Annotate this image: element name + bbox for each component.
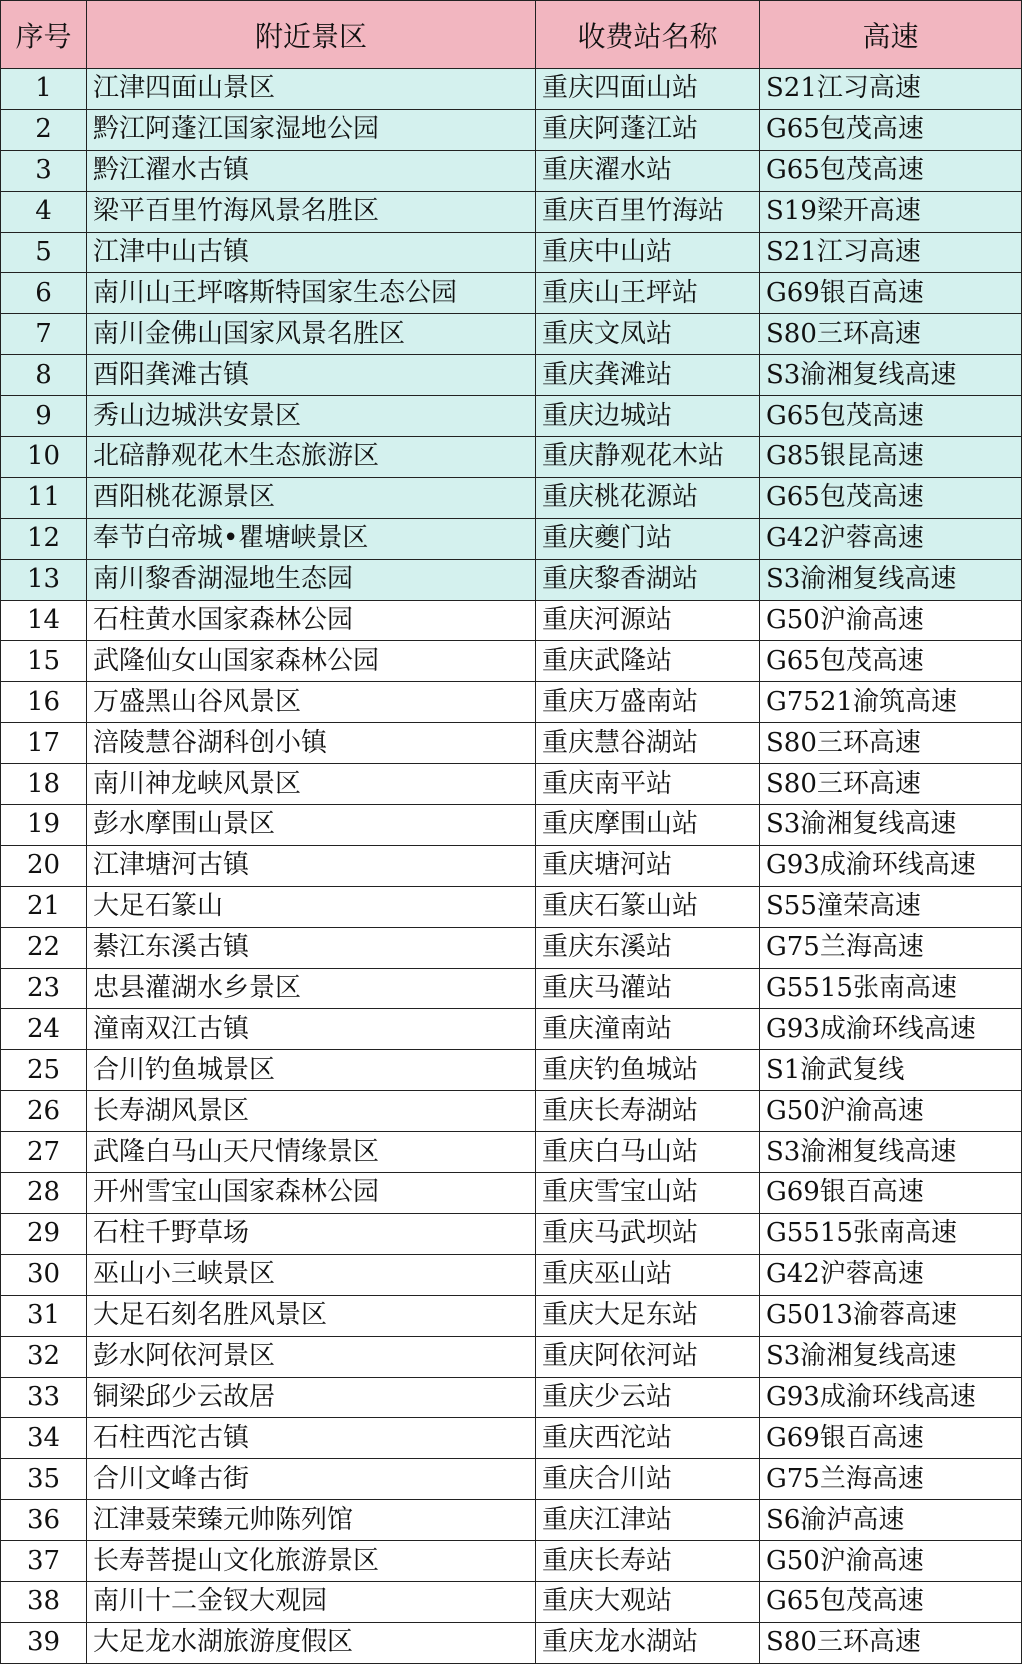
- header-row: [1, 1, 1022, 69]
- toll-station-name: 重庆黎香湖站: [536, 559, 760, 600]
- table-row: [1, 1213, 1022, 1254]
- row-index: 3: [1, 150, 87, 191]
- scenic-area-name: 巫山小三峡景区: [87, 1254, 536, 1295]
- row-index: 27: [1, 1132, 87, 1173]
- scenic-area-name: 綦江东溪古镇: [87, 927, 536, 968]
- row-index: 31: [1, 1295, 87, 1336]
- row-index: 2: [1, 109, 87, 150]
- expressway-name: S3渝湘复线高速: [760, 805, 1022, 846]
- table-row: [1, 845, 1022, 886]
- table-row: [1, 1418, 1022, 1459]
- toll-station-name: 重庆长寿站: [536, 1541, 760, 1582]
- scenic-area-name: 秀山边城洪安景区: [87, 396, 536, 437]
- table-row: [1, 314, 1022, 355]
- scenic-area-name: 彭水摩围山景区: [87, 805, 536, 846]
- expressway-name: G75兰海高速: [760, 1459, 1022, 1500]
- row-index: 39: [1, 1622, 87, 1663]
- row-index: 5: [1, 232, 87, 273]
- expressway-name: G65包茂高速: [760, 396, 1022, 437]
- table-row: [1, 69, 1022, 110]
- expressway-name: G93成渝环线高速: [760, 845, 1022, 886]
- row-index: 33: [1, 1377, 87, 1418]
- table-row: [1, 1132, 1022, 1173]
- row-index: 17: [1, 723, 87, 764]
- toll-station-name: 重庆阿蓬江站: [536, 109, 760, 150]
- expressway-name: S80三环高速: [760, 723, 1022, 764]
- header-expressway: 高速: [760, 1, 1022, 69]
- expressway-name: S1渝武复线: [760, 1050, 1022, 1091]
- table-row: [1, 723, 1022, 764]
- table-row: [1, 355, 1022, 396]
- row-index: 18: [1, 764, 87, 805]
- toll-station-name: 重庆万盛南站: [536, 682, 760, 723]
- table-row: [1, 1500, 1022, 1541]
- expressway-name: G69银百高速: [760, 1418, 1022, 1459]
- row-index: 24: [1, 1009, 87, 1050]
- row-index: 7: [1, 314, 87, 355]
- scenic-area-name: 黔江阿蓬江国家湿地公园: [87, 109, 536, 150]
- expressway-name: S55潼荣高速: [760, 886, 1022, 927]
- scenic-area-name: 合川钓鱼城景区: [87, 1050, 536, 1091]
- row-index: 38: [1, 1581, 87, 1622]
- header-toll-station: 收费站名称: [536, 1, 760, 69]
- expressway-name: G7521渝筑高速: [760, 682, 1022, 723]
- row-index: 28: [1, 1173, 87, 1214]
- table-row: [1, 232, 1022, 273]
- expressway-name: G69银百高速: [760, 1173, 1022, 1214]
- expressway-name: G50沪渝高速: [760, 1541, 1022, 1582]
- toll-station-name: 重庆石篆山站: [536, 886, 760, 927]
- expressway-name: G65包茂高速: [760, 1581, 1022, 1622]
- scenic-area-name: 黔江濯水古镇: [87, 150, 536, 191]
- scenic-area-name: 酉阳龚滩古镇: [87, 355, 536, 396]
- row-index: 13: [1, 559, 87, 600]
- toll-station-name: 重庆静观花木站: [536, 437, 760, 478]
- table-row: [1, 927, 1022, 968]
- toll-station-name: 重庆武隆站: [536, 641, 760, 682]
- table-row: [1, 396, 1022, 437]
- scenic-area-name: 江津聂荣臻元帅陈列馆: [87, 1500, 536, 1541]
- scenic-area-name: 长寿菩提山文化旅游景区: [87, 1541, 536, 1582]
- toll-station-name: 重庆龙水湖站: [536, 1622, 760, 1663]
- row-index: 4: [1, 191, 87, 232]
- expressway-name: G85银昆高速: [760, 437, 1022, 478]
- scenic-area-name: 彭水阿依河景区: [87, 1336, 536, 1377]
- table-row: [1, 1377, 1022, 1418]
- scenic-area-name: 南川神龙峡风景区: [87, 764, 536, 805]
- scenic-area-name: 万盛黑山谷风景区: [87, 682, 536, 723]
- toll-station-name: 重庆阿依河站: [536, 1336, 760, 1377]
- expressway-name: G65包茂高速: [760, 150, 1022, 191]
- header-scenic-area: 附近景区: [87, 1, 536, 69]
- table-row: [1, 764, 1022, 805]
- toll-station-name: 重庆雪宝山站: [536, 1173, 760, 1214]
- toll-station-name: 重庆夔门站: [536, 518, 760, 559]
- expressway-name: G69银百高速: [760, 273, 1022, 314]
- table-row: [1, 682, 1022, 723]
- table-row: [1, 600, 1022, 641]
- table-row: [1, 518, 1022, 559]
- table-row: [1, 1541, 1022, 1582]
- expressway-name: S21江习高速: [760, 232, 1022, 273]
- scenic-area-name: 南川黎香湖湿地生态园: [87, 559, 536, 600]
- table-row: [1, 1254, 1022, 1295]
- row-index: 26: [1, 1091, 87, 1132]
- toll-station-name: 重庆南平站: [536, 764, 760, 805]
- toll-station-name: 重庆山王坪站: [536, 273, 760, 314]
- expressway-name: S3渝湘复线高速: [760, 1132, 1022, 1173]
- row-index: 37: [1, 1541, 87, 1582]
- table-row: [1, 968, 1022, 1009]
- toll-station-name: 重庆钓鱼城站: [536, 1050, 760, 1091]
- row-index: 35: [1, 1459, 87, 1500]
- scenic-area-name: 开州雪宝山国家森林公园: [87, 1173, 536, 1214]
- toll-station-name: 重庆塘河站: [536, 845, 760, 886]
- table-row: [1, 1622, 1022, 1663]
- scenic-area-name: 大足石篆山: [87, 886, 536, 927]
- table-row: [1, 1173, 1022, 1214]
- expressway-name: S80三环高速: [760, 1622, 1022, 1663]
- scenic-area-name: 南川十二金钗大观园: [87, 1581, 536, 1622]
- expressway-name: G42沪蓉高速: [760, 518, 1022, 559]
- scenic-area-name: 大足龙水湖旅游度假区: [87, 1622, 536, 1663]
- scenic-area-name: 铜梁邱少云故居: [87, 1377, 536, 1418]
- toll-station-name: 重庆少云站: [536, 1377, 760, 1418]
- scenic-area-name: 石柱黄水国家森林公园: [87, 600, 536, 641]
- scenic-area-name: 江津塘河古镇: [87, 845, 536, 886]
- scenic-area-name: 忠县灌湖水乡景区: [87, 968, 536, 1009]
- toll-station-name: 重庆濯水站: [536, 150, 760, 191]
- expressway-name: G5515张南高速: [760, 1213, 1022, 1254]
- table-row: [1, 1336, 1022, 1377]
- toll-station-name: 重庆马灌站: [536, 968, 760, 1009]
- table-row: [1, 109, 1022, 150]
- toll-station-name: 重庆东溪站: [536, 927, 760, 968]
- table-row: [1, 1091, 1022, 1132]
- row-index: 9: [1, 396, 87, 437]
- toll-station-name: 重庆桃花源站: [536, 477, 760, 518]
- table-row: [1, 1581, 1022, 1622]
- table-row: [1, 886, 1022, 927]
- row-index: 22: [1, 927, 87, 968]
- row-index: 21: [1, 886, 87, 927]
- row-index: 14: [1, 600, 87, 641]
- row-index: 1: [1, 69, 87, 110]
- row-index: 16: [1, 682, 87, 723]
- row-index: 19: [1, 805, 87, 846]
- expressway-name: G65包茂高速: [760, 641, 1022, 682]
- table-row: [1, 191, 1022, 232]
- toll-station-name: 重庆大足东站: [536, 1295, 760, 1336]
- scenic-area-name: 南川金佛山国家风景名胜区: [87, 314, 536, 355]
- table-row: [1, 1050, 1022, 1091]
- table-row: [1, 1009, 1022, 1050]
- row-index: 15: [1, 641, 87, 682]
- table-row: [1, 805, 1022, 846]
- expressway-name: G42沪蓉高速: [760, 1254, 1022, 1295]
- scenic-area-name: 北碚静观花木生态旅游区: [87, 437, 536, 478]
- expressway-name: S21江习高速: [760, 69, 1022, 110]
- table-row: [1, 559, 1022, 600]
- toll-station-name: 重庆江津站: [536, 1500, 760, 1541]
- scenic-area-name: 石柱千野草场: [87, 1213, 536, 1254]
- row-index: 34: [1, 1418, 87, 1459]
- table-row: [1, 150, 1022, 191]
- scenic-area-name: 涪陵慧谷湖科创小镇: [87, 723, 536, 764]
- scenic-area-name: 潼南双江古镇: [87, 1009, 536, 1050]
- scenic-area-name: 长寿湖风景区: [87, 1091, 536, 1132]
- row-index: 8: [1, 355, 87, 396]
- scenic-area-name: 梁平百里竹海风景名胜区: [87, 191, 536, 232]
- table-row: [1, 1295, 1022, 1336]
- expressway-name: G75兰海高速: [760, 927, 1022, 968]
- toll-station-name: 重庆合川站: [536, 1459, 760, 1500]
- expressway-name: S3渝湘复线高速: [760, 1336, 1022, 1377]
- toll-station-name: 重庆白马山站: [536, 1132, 760, 1173]
- expressway-name: S19梁开高速: [760, 191, 1022, 232]
- row-index: 30: [1, 1254, 87, 1295]
- expressway-name: S3渝湘复线高速: [760, 355, 1022, 396]
- expressway-name: G65包茂高速: [760, 109, 1022, 150]
- table-row: [1, 273, 1022, 314]
- scenic-area-name: 酉阳桃花源景区: [87, 477, 536, 518]
- table-row: [1, 437, 1022, 478]
- toll-station-name: 重庆文凤站: [536, 314, 760, 355]
- row-index: 29: [1, 1213, 87, 1254]
- toll-station-name: 重庆大观站: [536, 1581, 760, 1622]
- table-row: [1, 641, 1022, 682]
- expressway-name: G50沪渝高速: [760, 600, 1022, 641]
- scenic-area-name: 奉节白帝城•瞿塘峡景区: [87, 518, 536, 559]
- row-index: 25: [1, 1050, 87, 1091]
- row-index: 36: [1, 1500, 87, 1541]
- row-index: 10: [1, 437, 87, 478]
- scenic-area-name: 南川山王坪喀斯特国家生态公园: [87, 273, 536, 314]
- expressway-name: G93成渝环线高速: [760, 1377, 1022, 1418]
- scenic-area-name: 江津中山古镇: [87, 232, 536, 273]
- toll-station-name: 重庆百里竹海站: [536, 191, 760, 232]
- expressway-name: S6渝泸高速: [760, 1500, 1022, 1541]
- table-row: [1, 1459, 1022, 1500]
- expressway-name: S80三环高速: [760, 314, 1022, 355]
- expressway-name: G50沪渝高速: [760, 1091, 1022, 1132]
- toll-station-name: 重庆四面山站: [536, 69, 760, 110]
- scenic-area-name: 江津四面山景区: [87, 69, 536, 110]
- toll-station-name: 重庆河源站: [536, 600, 760, 641]
- toll-station-name: 重庆马武坝站: [536, 1213, 760, 1254]
- toll-station-name: 重庆慧谷湖站: [536, 723, 760, 764]
- scenic-area-name: 武隆白马山天尺情缘景区: [87, 1132, 536, 1173]
- row-index: 32: [1, 1336, 87, 1377]
- expressway-name: S3渝湘复线高速: [760, 559, 1022, 600]
- expressway-name: S80三环高速: [760, 764, 1022, 805]
- header-index: 序号: [1, 1, 87, 69]
- toll-station-name: 重庆边城站: [536, 396, 760, 437]
- toll-station-name: 重庆西沱站: [536, 1418, 760, 1459]
- row-index: 6: [1, 273, 87, 314]
- expressway-name: G5013渝蓉高速: [760, 1295, 1022, 1336]
- toll-station-name: 重庆摩围山站: [536, 805, 760, 846]
- expressway-name: G65包茂高速: [760, 477, 1022, 518]
- row-index: 11: [1, 477, 87, 518]
- row-index: 20: [1, 845, 87, 886]
- scenic-area-name: 大足石刻名胜风景区: [87, 1295, 536, 1336]
- scenic-area-name: 石柱西沱古镇: [87, 1418, 536, 1459]
- row-index: 12: [1, 518, 87, 559]
- expressway-name: G93成渝环线高速: [760, 1009, 1022, 1050]
- toll-station-name: 重庆中山站: [536, 232, 760, 273]
- row-index: 23: [1, 968, 87, 1009]
- toll-station-name: 重庆巫山站: [536, 1254, 760, 1295]
- scenic-area-name: 武隆仙女山国家森林公园: [87, 641, 536, 682]
- expressway-name: G5515张南高速: [760, 968, 1022, 1009]
- toll-station-name: 重庆潼南站: [536, 1009, 760, 1050]
- toll-station-name: 重庆长寿湖站: [536, 1091, 760, 1132]
- scenic-area-name: 合川文峰古街: [87, 1459, 536, 1500]
- table-row: [1, 477, 1022, 518]
- toll-station-name: 重庆龚滩站: [536, 355, 760, 396]
